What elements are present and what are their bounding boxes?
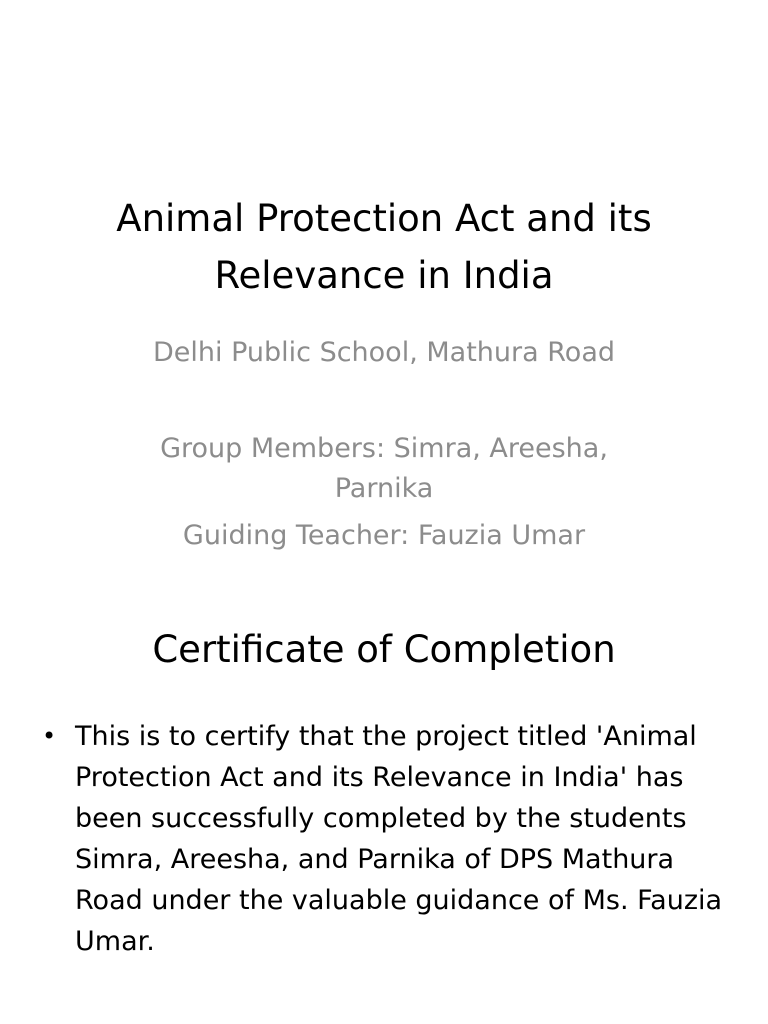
school-name: Delhi Public School, Mathura Road: [152, 337, 616, 368]
certificate-bullet-list: [42, 716, 732, 962]
guiding-teacher: Guiding Teacher: Fauzia Umar: [182, 520, 586, 551]
certificate-bullet: [42, 716, 732, 962]
certificate-title: Certificate of Completion: [152, 628, 616, 671]
presentation-title: Animal Protection Act and its Relevance in India: [116, 197, 652, 297]
certificate-text: This is to certify that the project titled 'Animal Protection Act and its Relevance in India' has been successfully completed by the students Simra, Areesha, and Parnika of DPS Mathura Road under the valuable guidance of Ms. Fauzia Umar.: [75, 721, 723, 957]
subtitle-block: [115, 333, 653, 556]
group-members: Group Members: Simra, Areesha, Parnika: [160, 433, 608, 504]
certificate-slide: [0, 576, 768, 1024]
bullet-icon: •: [42, 722, 57, 750]
